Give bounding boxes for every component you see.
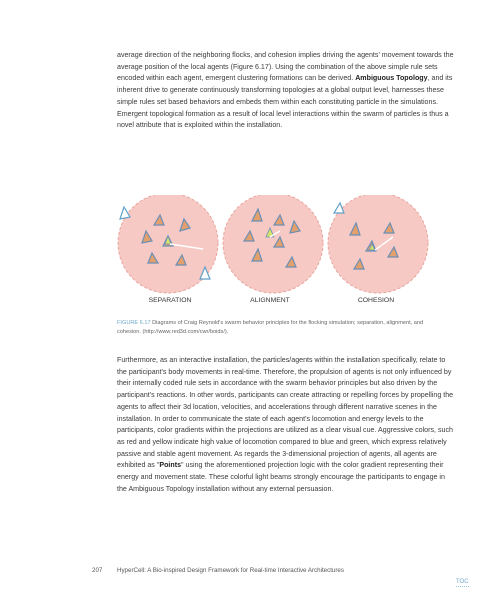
label-separation: SEPARATION bbox=[148, 297, 192, 304]
outside-agent-icon bbox=[334, 203, 344, 213]
alignment-panel bbox=[223, 195, 323, 293]
label-alignment: ALIGNMENT bbox=[250, 297, 290, 304]
page-number: 207 bbox=[92, 567, 103, 574]
emphasized-term: Points bbox=[159, 461, 182, 470]
running-footer-title: HyperCell: A Bio-inspired Design Framework for Real-time Interactive Architectures bbox=[117, 567, 344, 574]
figure-caption-id: FIGURE 6.17 bbox=[117, 320, 151, 326]
text-run: average direction of the neighboring flocks, and cohesion implies driving the agents' movement towards the average position of the local agents (Figure 6.17). Using the combination of the above simple rule sets encoded within each agent, emergent clustering formations can be derived. bbox=[117, 51, 454, 83]
toc-link[interactable]: TOC bbox=[456, 579, 469, 585]
alignment-neighborhood-circle bbox=[223, 195, 323, 293]
text-run: , and its inherent drive to generate continuously transforming topologies at a global output level, harnesses these simple rules set based behaviors and embeds them within each constituting particle in the simulations. Emergent topological formation as a result of local level interactions within the swarm of particles is thus a novel attribute that is exploited within the installation. bbox=[117, 74, 453, 130]
text-run: " using the aforementioned projection logic with the color gradient representing their energy and movement state. These colorful light beams strongly encourage the participants to engage in the Ambiguous Topology installation without any external persuasion. bbox=[117, 461, 445, 493]
text-run: Furthermore, as an interactive installation, the particles/agents within the installation specifically, relate to the participant's body movements in real-time. Therefore, the propulsion of agents is not only influenced by their internally coded rule sets in accordance with the swarm behavior principles but also driven by the participant's reactions. In other words, participants can create attracting or repelling forces by propelling the agents to affect their 3d location, velocities, and accelerations through different narrative scenes in the installation. In order to communicate the state of each agent's locomotion and energy levels to the participants, color gradients within the projections are utilized as a clear visual cue. Aggressive colors, such as red and yellow indicate high value of locomotion compared to blue and green, which express relatively passive and stable agent movement. As regards the 3-dimensional projection of agents, all agents are exhibited as " bbox=[117, 356, 454, 470]
label-cohesion: COHESION bbox=[357, 297, 395, 304]
body-paragraph-2 bbox=[117, 355, 455, 495]
separation-panel bbox=[118, 195, 218, 293]
figure-caption-text: Diagrams of Craig Reynold's swarm behavior principles for the flocking simulation; separation, alignment, and cohesion. (http://www.red3d.com/cwr/boids/). bbox=[117, 320, 424, 335]
figure-caption bbox=[117, 319, 447, 336]
body-paragraph-1 bbox=[117, 50, 455, 132]
emphasized-term: Ambiguous Topology bbox=[355, 74, 428, 83]
swarm-behavior-diagram bbox=[110, 195, 450, 305]
cohesion-panel bbox=[328, 195, 428, 293]
